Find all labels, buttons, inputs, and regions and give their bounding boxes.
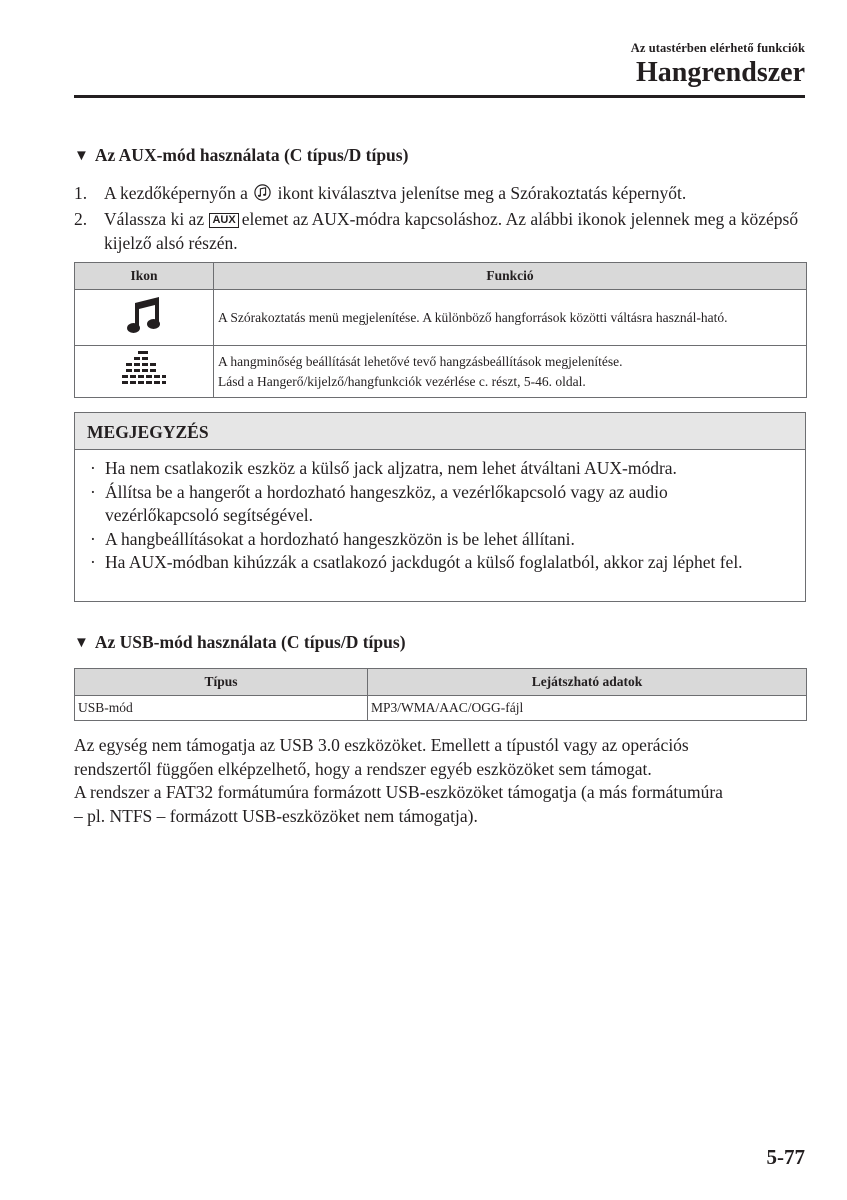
- note-item: [89, 528, 765, 552]
- type-cell: USB-mód: [75, 696, 368, 721]
- function-line: Lásd a Hangerő/kijelző/hangfunkciók vezérlése c. részt, 5-46. oldal.: [218, 373, 586, 389]
- triangle-marker-icon: ▼: [74, 148, 89, 164]
- step-text-before: A kezdőképernyőn a: [104, 183, 248, 203]
- step-number: 2.: [74, 209, 88, 229]
- data-cell: MP3/WMA/AAC/OGG-fájl: [368, 696, 807, 721]
- usb-paragraph: [74, 734, 814, 828]
- equalizer-icon: [120, 376, 168, 393]
- paragraph-line: A rendszer a FAT32 formátumúra formázott USB-eszközöket támogatja (a más formátumúra: [74, 782, 723, 802]
- paragraph-line: Az egység nem támogatja az USB 3.0 eszközöket. Emellett a típustól vagy az operációs: [74, 735, 689, 755]
- column-header-function: Funkció: [214, 263, 807, 290]
- table-row: [75, 290, 807, 346]
- step-number: 1.: [74, 183, 88, 203]
- icon-function-table: [74, 262, 807, 398]
- bullet-dot: ·: [90, 481, 96, 502]
- table-header-row: [75, 263, 807, 290]
- note-item: [89, 481, 765, 528]
- step-2: [74, 207, 806, 255]
- usb-heading-text: Az USB-mód használata (C típus/D típus): [94, 632, 406, 652]
- aux-section-heading: [74, 145, 408, 166]
- note-list: [75, 450, 805, 575]
- bullet-dot: ·: [90, 458, 96, 478]
- note-item-text: Ha nem csatlakozik eszköz a külső jack aljzatra, nem lehet átváltani AUX-módra.: [105, 458, 677, 478]
- step-text-after: elemet az AUX-módra kapcsoláshoz. Az alábbi ikonok jelennek meg a középső kijelző alsó részén.: [104, 209, 799, 253]
- column-header-playable-data: Lejátszható adatok: [368, 669, 807, 696]
- note-box: [74, 412, 806, 602]
- table-row: [75, 696, 807, 721]
- function-cell: [214, 346, 807, 398]
- bullet-dot: ·: [90, 552, 96, 572]
- note-item-text: A hangbeállításokat a hordozható hangeszközön is be lehet állítani.: [105, 528, 575, 549]
- step-1: [74, 181, 806, 207]
- step-text-before: Válassza ki az: [104, 209, 205, 229]
- table-header-row: [75, 669, 807, 696]
- paragraph-line: rendszertől függően elképzelhető, hogy a rendszer egyéb eszközöket sem támogat.: [74, 758, 652, 779]
- triangle-marker-icon: ▼: [74, 635, 89, 651]
- column-header-icon: Ikon: [75, 263, 214, 290]
- music-note-icon: [124, 323, 164, 340]
- aux-steps: [74, 181, 806, 255]
- function-cell: A Szórakoztatás menü megjelenítése. A különböző hangforrások közötti váltásra használ-ható.: [214, 290, 807, 346]
- music-note-icon: [254, 183, 271, 207]
- step-text-after: ikont kiválasztva jelenítse meg a Szórakoztatás képernyőt.: [277, 183, 687, 203]
- note-item: [89, 551, 765, 575]
- paragraph-line: – pl. NTFS – formázott USB-eszközöket nem támogatja).: [74, 805, 478, 826]
- aux-heading-text: Az AUX-mód használata (C típus/D típus): [94, 145, 409, 165]
- usb-section-heading: [74, 632, 406, 653]
- page-number: 5-77: [766, 1145, 805, 1169]
- icon-cell: [75, 346, 214, 398]
- page-title: Hangrendszer: [635, 57, 805, 88]
- header-subtitle: Az utastérben elérhető funkciók: [630, 41, 805, 55]
- aux-button-icon: AUX: [209, 213, 238, 228]
- bullet-dot: ·: [90, 528, 96, 549]
- icon-cell: [75, 290, 214, 346]
- column-header-type: Típus: [75, 669, 368, 696]
- note-item-text: Állítsa be a hangerőt a hordozható hangeszköz, a vezérlőkapcsoló vagy az audio vezérlőkapcsoló segítségével.: [105, 481, 668, 525]
- function-line: A hangminőség beállítását lehetővé tevő hangzásbeállítások megjelenítése.: [218, 353, 623, 369]
- usb-table: [74, 668, 807, 721]
- note-item: [89, 457, 765, 481]
- note-item-text: Ha AUX-módban kihúzzák a csatlakozó jackdugót a külső foglalatból, akkor zaj léphet fel.: [105, 552, 743, 572]
- table-row: [75, 346, 807, 398]
- note-title: MEGJEGYZÉS: [75, 413, 805, 450]
- header-rule: [74, 95, 805, 98]
